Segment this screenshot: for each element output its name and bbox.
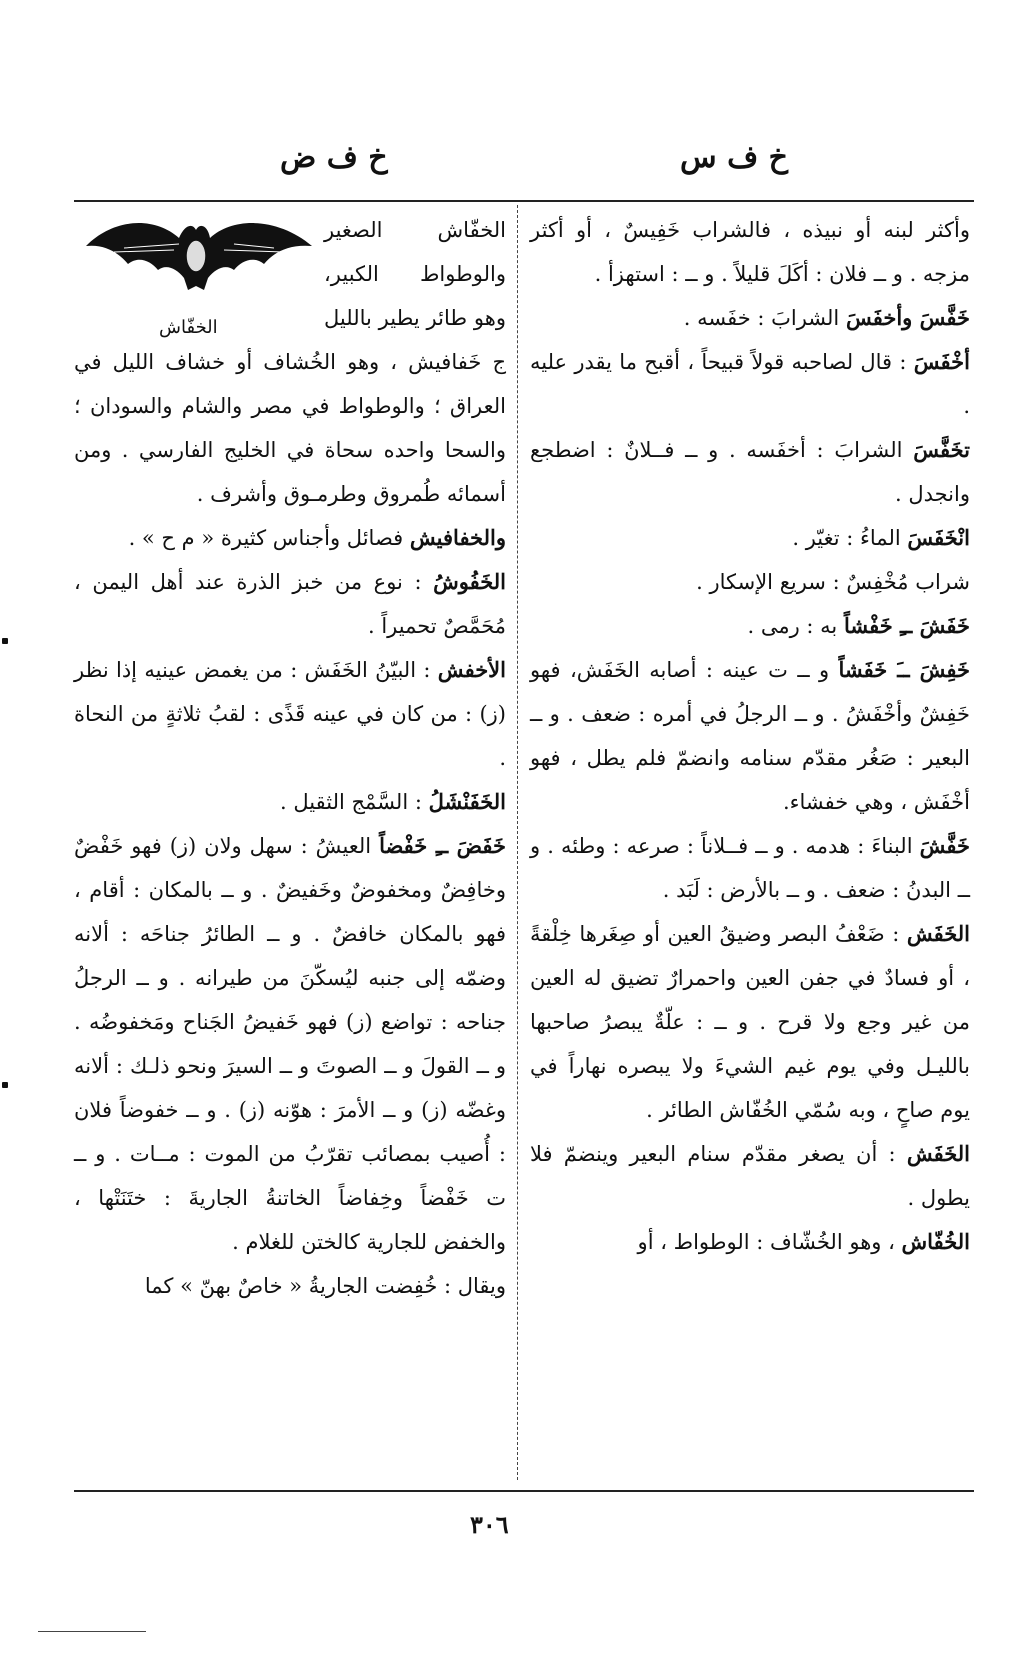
dictionary-entry bbox=[530, 604, 970, 648]
definition-text: الشرابَ : أخفَسه . و ــ فــلانٌ : اضطجع وانجدل . bbox=[530, 438, 970, 506]
headword: خَفَّشَ bbox=[919, 833, 970, 858]
column-divider bbox=[517, 205, 519, 1480]
dictionary-entry bbox=[530, 208, 970, 296]
definition-text: وأكثر لبنه أو نبيذه ، فالشراب خَفِيسٌ ، أو أكثر مزجه . و ــ فلان : أكَلَ قليلاً . و ــ : استهزأ . bbox=[530, 218, 970, 286]
headword: تخَفَّسَ bbox=[913, 437, 970, 462]
headword: الخَفُوشُ bbox=[433, 569, 506, 594]
definition-text: : نوع من خبز الذرة عند أهل اليمن ، مُحَمَّصٌ تحميراً . bbox=[74, 570, 506, 638]
definition-text: شراب مُخْفِسٌ : سريع الإسكار . bbox=[696, 570, 970, 594]
bottom-rule bbox=[74, 1490, 974, 1492]
headword: خَفِشَ ــَ خَفَشاً bbox=[838, 657, 970, 682]
bat-caption: الخفّاش bbox=[159, 317, 218, 338]
dictionary-entry bbox=[530, 648, 970, 824]
dictionary-entry bbox=[74, 1264, 506, 1308]
margin-mark bbox=[2, 638, 8, 644]
headword: انْخَفَسَ bbox=[907, 525, 970, 550]
headword: خَفَضَ ــِ خَفْضاً bbox=[379, 833, 506, 858]
dictionary-entry bbox=[530, 516, 970, 560]
definition-text: الماءُ : تغيّر . bbox=[792, 526, 908, 550]
dictionary-entry bbox=[530, 824, 970, 912]
headword: الأخفش bbox=[437, 657, 506, 682]
definition-text: : ضَعْفُ البصر وضيقُ العين أو صِغَرها خِلْقةً ، أو فسادٌ في جفن العين واحمرارٌ تضيق له العين من غير وجع ولا قرح . و ــ : علّةٌ يبصرُ صاحبها بالليـل وفي يوم غيم الشيءَ ولا يبصره نهاراً في يوم صاحٍ ، وبه سُمّي الخُفّاش الطائر . bbox=[530, 922, 970, 1122]
definition-text: ويقال : خُفِضت الجاريةُ « خاصٌ بهنّ » كما bbox=[144, 1274, 506, 1298]
definition-text: و ــ ت عينه : أصابه الخَفَش، فهو خَفِشٌ وأخْفَشُ . و ــ الرجلُ في أمره : ضعف . و ــ البعير : صَغُر مقدّم سنامه وانضمّ فلم يطل ، فهو أخْفَش ، وهي خفشاء. bbox=[530, 658, 970, 814]
headword: خَفَشَ ــِ خَفْشاً bbox=[843, 613, 970, 638]
headword: الخُفّاش bbox=[901, 1229, 970, 1254]
dictionary-entry bbox=[74, 824, 506, 1264]
foot-rule bbox=[38, 1631, 146, 1632]
definition-text: : السَّمْج الثقيل . bbox=[280, 790, 429, 814]
definition-text: فصائل وأجناس كثيرة « م ح » . bbox=[128, 526, 410, 550]
definition-text: البناءَ : هدمه . و ــ فــلاناً : صرعه : وطئه . و ــ البدنُ : ضعف . و ــ بالأرض : لَبَد . bbox=[530, 834, 970, 902]
dictionary-entry bbox=[530, 912, 970, 1132]
definition-text: الخفّاش الصغير والوطواط الكبير، وهو طائر يطير بالليل ج خَفافيش ، وهو الخُشاف أو خشاف الليل في العراق ؛ والوطواط في مصر والشام والسودان ؛ والسحا واحده سحاة في الخليج الفارسي . ومن أسمائه طُمروق وطرمـوق وأشرف . bbox=[74, 218, 506, 506]
dictionary-entry bbox=[530, 296, 970, 340]
definition-text: العيشُ : سهل ولان (ز) فهو خَفْضٌ وخافِضٌ ومخفوضٌ وخَفيضٌ . و ــ بالمكان : أقام ، فهو بالمكان خافضٌ . و ــ الطائرُ جناحَه : ألانه وضمّه إلى جنبه ليُسكّنَ من طيرانه . و ــ الرجلُ جناحه : تواضع (ز) فهو خَفيضُ الجَناح ومَخفوضُه . و ــ القولَ و ــ الصوتَ و ــ السيرَ ونحو ذلـك : ألانه وغضّه (ز) و ــ الأمرَ : هوّنه (ز) . و ــ خفوضاً فلان : أُصيب بمصائب تقرّبُ من الموت : مــات . و ــ ت خَفْضاً وخِفاضاً الخاتنةُ الجاريةَ : ختَنَتْها ، والخفض للجارية كالختن للغلام . bbox=[74, 834, 506, 1254]
headword: خَفَّسَ وأخفَسَ bbox=[845, 305, 970, 330]
dictionary-entry bbox=[530, 340, 970, 428]
definition-text: : البيّنُ الخَفَش : من يغمض عينيه إذا نظر (ز) : من كان في عينه قَذًى : لقبُ ثلاثةٍ من النحاة . bbox=[74, 658, 506, 770]
definition-text: : أن يصغر مقدّم سنام البعير وينضمّ فلا يطول . bbox=[530, 1142, 970, 1210]
dictionary-entry bbox=[74, 648, 506, 780]
bat-illustration bbox=[74, 208, 314, 338]
headword: أخْفَسَ bbox=[913, 349, 970, 374]
definition-text: الشرابَ : خفَسه . bbox=[683, 306, 846, 330]
headword: والخفافيش bbox=[409, 525, 506, 550]
definition-text: به : رمى . bbox=[747, 614, 844, 638]
headword: الخَفَنْشَلُ bbox=[428, 789, 506, 814]
bat-icon bbox=[84, 208, 314, 303]
left-column-root-header: خ ف ض bbox=[280, 140, 388, 175]
dictionary-entry bbox=[74, 780, 506, 824]
left-column bbox=[74, 208, 506, 1308]
dictionary-entry bbox=[530, 428, 970, 516]
headword: الخَفَش bbox=[906, 1141, 970, 1166]
headword: الخَفَش bbox=[906, 921, 970, 946]
margin-mark bbox=[2, 1082, 8, 1088]
page-number: ٣٠٦ bbox=[470, 1510, 509, 1539]
top-rule bbox=[74, 200, 974, 202]
definition-text: ، وهو الخُشّاف : الوطواط ، أو bbox=[637, 1230, 902, 1254]
right-column-root-header: خ ف س bbox=[680, 140, 788, 175]
dictionary-entry bbox=[74, 560, 506, 648]
dictionary-entry bbox=[530, 1220, 970, 1264]
dictionary-entry bbox=[530, 560, 970, 604]
dictionary-entry bbox=[74, 516, 506, 560]
dictionary-entry bbox=[530, 1132, 970, 1220]
right-column bbox=[530, 208, 970, 1264]
definition-text: : قال لصاحبه قولاً قبيحاً ، أقبح ما يقدر عليه . bbox=[530, 350, 970, 418]
